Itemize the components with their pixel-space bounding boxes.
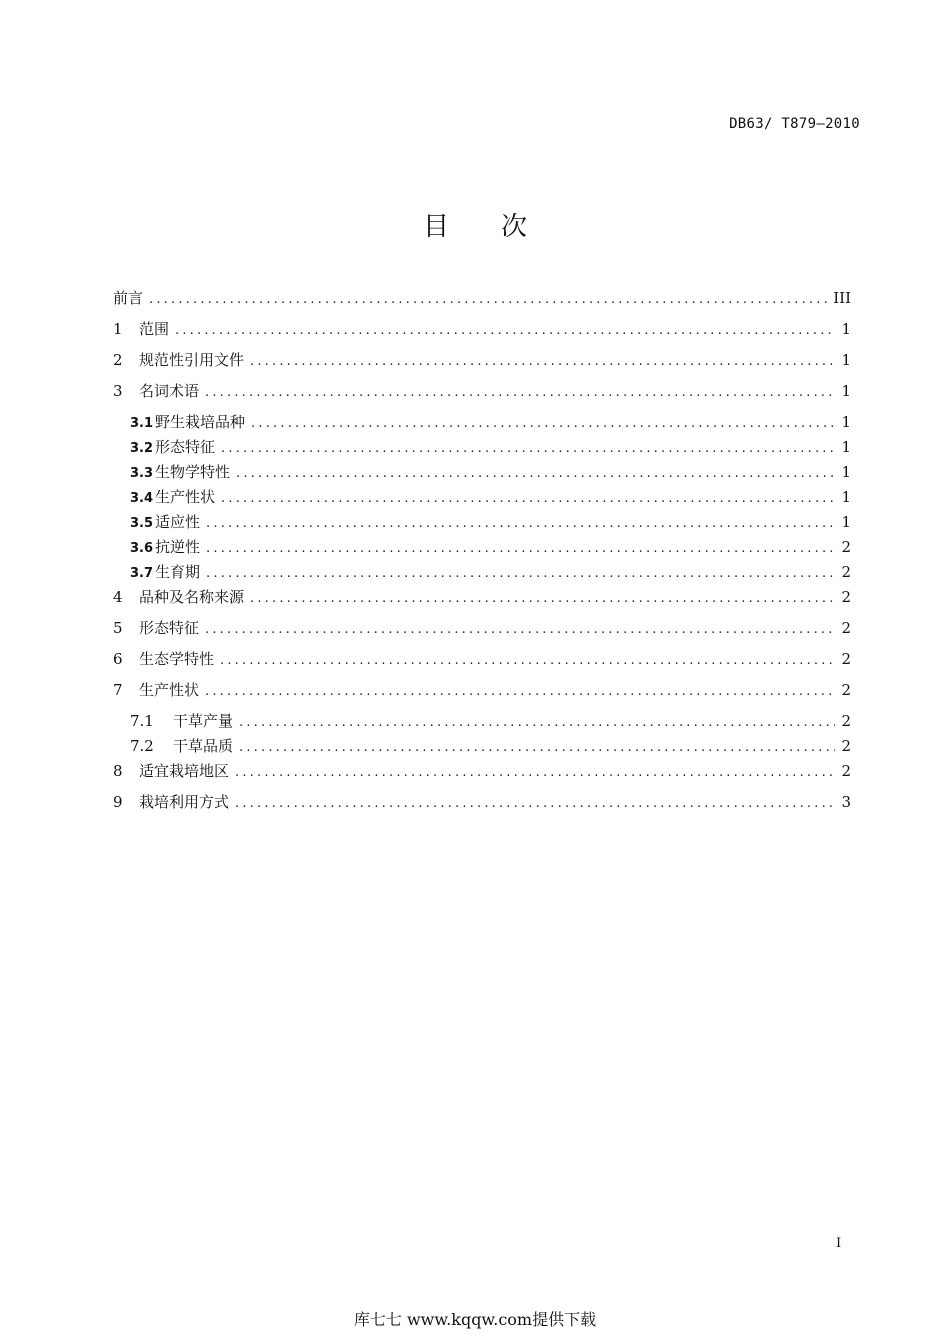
toc-leader-dots (235, 760, 835, 785)
toc-entry[interactable] (113, 410, 851, 435)
toc-entry[interactable] (113, 585, 851, 616)
toc-leader-dots (251, 411, 835, 436)
toc-entry-label: 生态学特性 (139, 650, 215, 668)
toc-entry-page: 1 (841, 463, 851, 481)
toc-entry-number: 3.2 (130, 441, 154, 456)
toc-leader-dots (239, 710, 835, 735)
toc-entry[interactable] (113, 790, 851, 821)
toc-entry-page: 2 (841, 762, 851, 780)
toc-entry[interactable] (113, 348, 851, 379)
toc-leader-dots (221, 436, 835, 461)
toc-entry-number: 5 (113, 619, 123, 637)
toc-entry-label: 干草产量 (173, 712, 234, 730)
toc-entry[interactable] (113, 485, 851, 510)
toc-leader-dots (205, 679, 835, 704)
toc-entry-label: 生物学特性 (155, 463, 231, 481)
toc-entry[interactable] (113, 560, 851, 585)
toc-entry[interactable] (113, 709, 851, 734)
toc-entry-number: 3 (113, 382, 123, 400)
toc-leader-dots (221, 486, 835, 511)
toc-entry-page: 2 (841, 712, 851, 730)
toc-entry-number: 3.7 (130, 566, 154, 581)
toc-entry-label: 品种及名称来源 (139, 588, 245, 606)
page-title (0, 206, 950, 243)
toc-entry-page: 2 (841, 619, 851, 637)
toc-entry-page: 2 (841, 737, 851, 755)
toc-entry-label: 野生栽培品种 (155, 413, 246, 431)
toc-leader-dots (239, 735, 835, 760)
toc-entry-page: 2 (841, 563, 851, 581)
toc-entry-label: 生产性状 (155, 488, 216, 506)
toc-entry-page: 1 (841, 438, 851, 456)
toc-entry[interactable] (113, 647, 851, 678)
toc-leader-dots (205, 380, 835, 405)
toc-entry[interactable] (113, 535, 851, 560)
toc-entry-label: 名词术语 (139, 382, 200, 400)
toc-leader-dots (250, 586, 835, 611)
toc-leader-dots (205, 617, 835, 642)
toc-entry-page: 2 (841, 681, 851, 699)
toc-entry[interactable] (113, 616, 851, 647)
toc-entry[interactable] (113, 759, 851, 790)
toc-entry[interactable] (113, 510, 851, 535)
toc-entry-number: 8 (113, 762, 123, 780)
toc-entry-number: 7.1 (130, 712, 154, 730)
title-char-1: 目 (422, 212, 449, 242)
toc-entry-label: 范围 (139, 320, 170, 338)
toc-leader-dots (206, 536, 835, 561)
toc-entry-number: 7.2 (130, 737, 154, 755)
toc-entry-page: 1 (841, 320, 851, 338)
toc-entry-label: 前言 (113, 289, 144, 307)
toc-entry-page: 2 (841, 588, 851, 606)
table-of-contents (113, 286, 851, 821)
title-char-2: 次 (501, 212, 528, 242)
toc-entry-label: 形态特征 (155, 438, 216, 456)
toc-leader-dots (175, 318, 835, 343)
toc-entry-page: 2 (841, 650, 851, 668)
toc-entry-label: 抗逆性 (155, 538, 201, 556)
toc-entry-number: 4 (113, 588, 123, 606)
toc-entry[interactable] (113, 678, 851, 709)
toc-entry-number: 3.5 (130, 516, 154, 531)
toc-entry-page: 2 (841, 538, 851, 556)
toc-leader-dots (236, 461, 835, 486)
toc-entry[interactable] (113, 435, 851, 460)
page-number: I (836, 1236, 842, 1251)
toc-entry-label: 生育期 (155, 563, 201, 581)
toc-entry-label: 规范性引用文件 (139, 351, 245, 369)
toc-entry-label: 适应性 (155, 513, 201, 531)
toc-entry-page: 1 (841, 488, 851, 506)
toc-entry[interactable] (113, 317, 851, 348)
toc-entry-number: 1 (113, 320, 123, 338)
toc-entry-page: III (833, 289, 851, 307)
toc-entry-number: 6 (113, 650, 123, 668)
toc-entry-page: 1 (841, 382, 851, 400)
toc-leader-dots (206, 561, 835, 586)
toc-entry[interactable] (113, 286, 851, 317)
toc-entry-page: 1 (841, 513, 851, 531)
toc-entry-label: 栽培利用方式 (139, 793, 230, 811)
toc-entry[interactable] (113, 734, 851, 759)
toc-leader-dots (250, 349, 835, 374)
toc-entry-label: 形态特征 (139, 619, 200, 637)
toc-entry-number: 9 (113, 793, 123, 811)
toc-entry[interactable] (113, 460, 851, 485)
toc-leader-dots (220, 648, 835, 673)
toc-entry-label: 干草品质 (173, 737, 234, 755)
toc-leader-dots (206, 511, 835, 536)
toc-entry-page: 1 (841, 413, 851, 431)
toc-leader-dots (235, 791, 835, 816)
toc-entry-number: 3.4 (130, 491, 154, 506)
toc-entry-label: 适宜栽培地区 (139, 762, 230, 780)
document-code: DB63/ T879—2010 (729, 116, 860, 132)
toc-entry-number: 3.3 (130, 466, 154, 481)
toc-entry-number: 3.1 (130, 416, 154, 431)
toc-leader-dots (149, 287, 827, 312)
toc-entry[interactable] (113, 379, 851, 410)
toc-entry-page: 3 (841, 793, 851, 811)
toc-entry-number: 7 (113, 681, 123, 699)
toc-entry-number: 2 (113, 351, 123, 369)
toc-entry-number: 3.6 (130, 541, 154, 556)
toc-entry-page: 1 (841, 351, 851, 369)
toc-entry-label: 生产性状 (139, 681, 200, 699)
footer-watermark: 库七七 www.kqqw.com提供下载 (353, 1310, 597, 1329)
